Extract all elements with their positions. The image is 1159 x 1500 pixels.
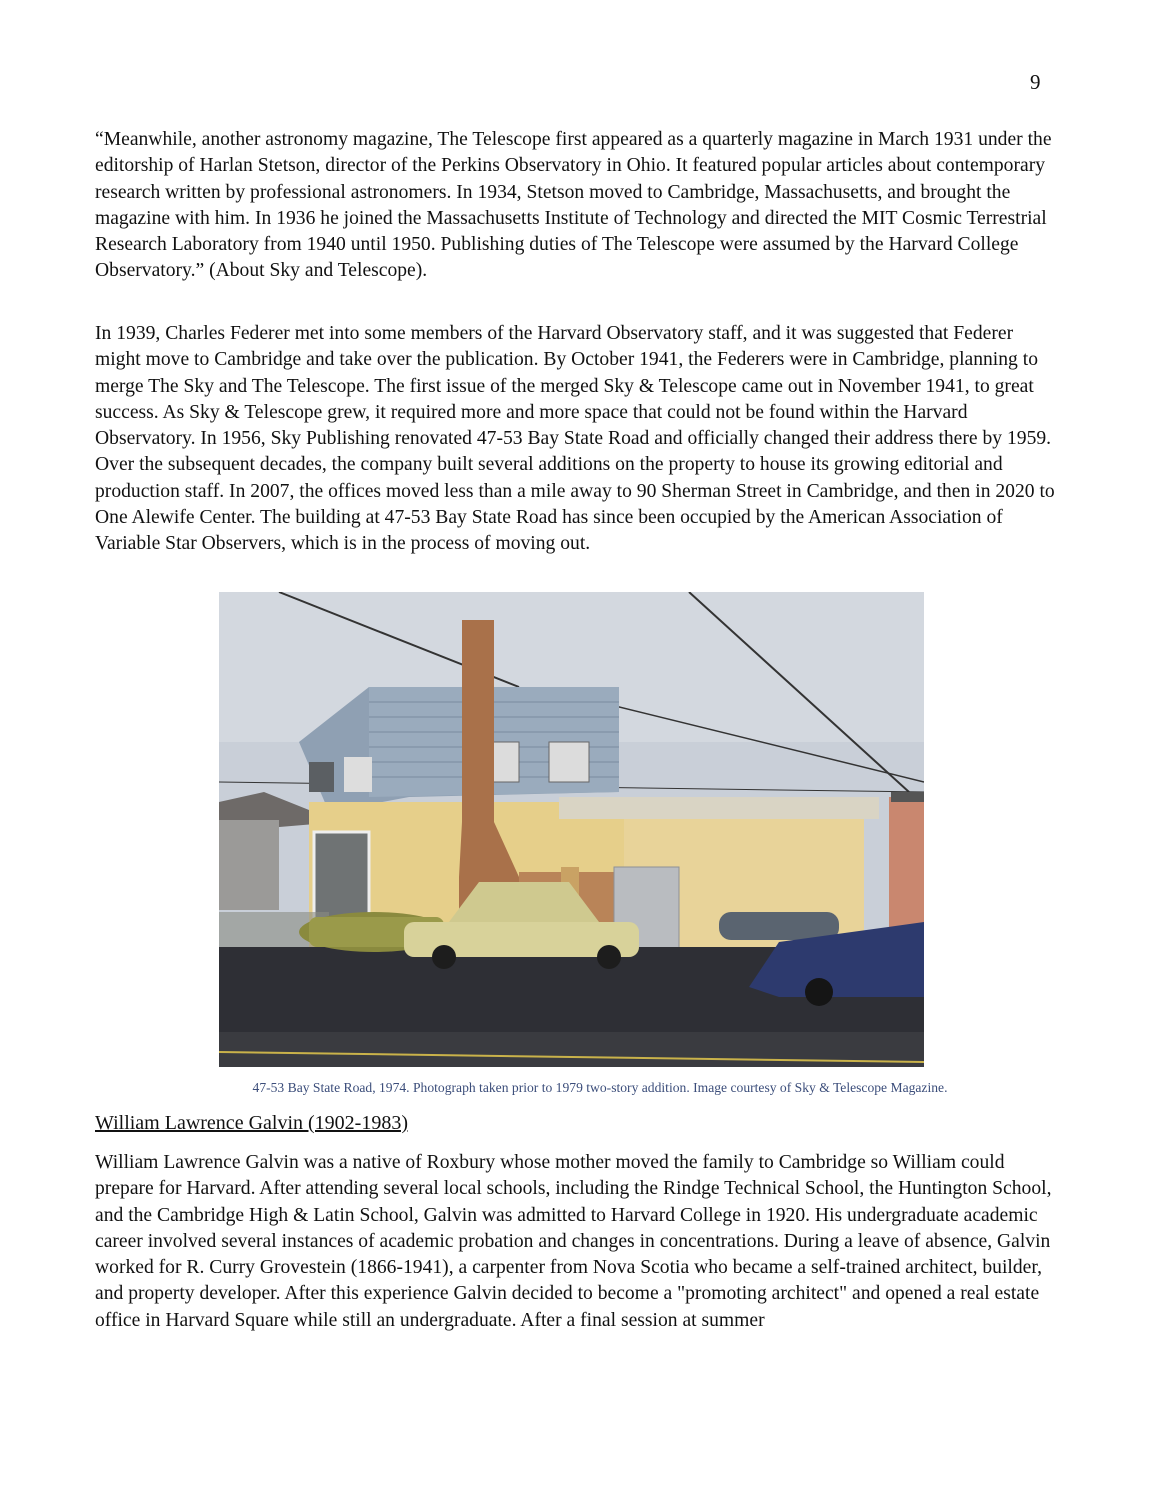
- paragraph-sky-and-telescope: In 1939, Charles Federer met into some members of the Harvard Observatory staff, and it was suggested that Federer might move to Cambridge and take over the publication. By October 1941, the Federers were in Cambridge, planning to merge The Sky and The Telescope. The first issue of the merged Sky & Telescope came out in November 1941, to great success. As Sky & Telescope grew, it required more and more space that could not be found within the Harvard Observatory. In 1956, Sky Publishing renovated 47-53 Bay State Road and officially changed their address there by 1959. Over the subsequent decades, the company built several additions on the property to house its growing editorial and production staff. In 2007, the offices moved less than a mile away to 90 Sherman Street in Cambridge, and then in 2020 to One Alewife Center. The building at 47-53 Bay State Road has since been occupied by the American Association of Variable Star Observers, which is in the process of moving out.: [95, 323, 1055, 555]
- building-photograph: [219, 592, 924, 1067]
- paragraph-galvin-biography: William Lawrence Galvin was a native of Roxbury whose mother moved the family to Cambridge so William could prepare for Harvard. After attending several local schools, including the Rindge Technical School, the Huntington School, and the Cambridge High & Latin School, Galvin was admitted to Harvard College in 1920. His undergraduate academic career involved several instances of academic probation and changes in concentrations. During a leave of absence, Galvin worked for R. Curry Grovestein (1866-1941), a carpenter from Nova Scotia who became a self-trained architect, builder, and property developer. After this experience Galvin decided to become a "promoting architect" and opened a real estate office in Harvard Square while still an undergraduate. After a final session at summer: [95, 1152, 1052, 1331]
- page-number: 9: [1030, 70, 1041, 94]
- section-heading-galvin: William Lawrence Galvin (1902-1983): [95, 1112, 408, 1134]
- figure-caption: 47-53 Bay State Road, 1974. Photograph taken prior to 1979 two-story addition. Image courtesy of Sky & Telescope Magazine.: [252, 1080, 948, 1095]
- paragraph-telescope-history: “Meanwhile, another astronomy magazine, The Telescope first appeared as a quarterly magazine in March 1931 under the editorship of Harlan Stetson, director of the Perkins Observatory in Ohio. It featured popular articles about contemporary research written by professional astronomers. In 1934, Stetson moved to Cambridge, Massachusetts, and brought the magazine with him. In 1936 he joined the Massachusetts Institute of Technology and directed the MIT Cosmic Terrestrial Research Laboratory from 1940 until 1950. Publishing duties of The Telescope were assumed by the Harvard College Observatory.” (About Sky and Telescope).: [95, 129, 1052, 282]
